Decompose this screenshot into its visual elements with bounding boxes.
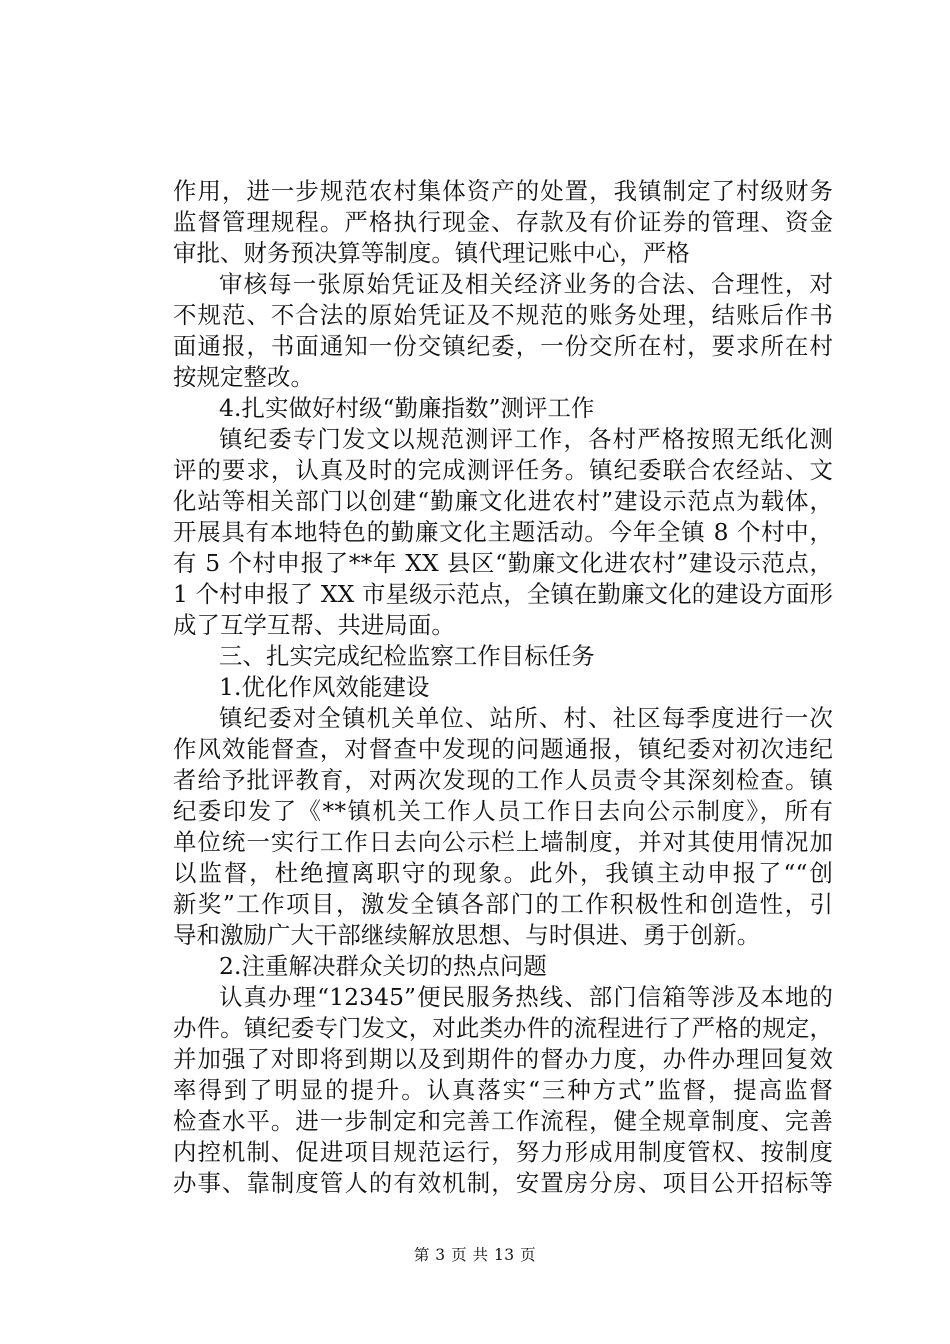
text-line: 三、扎实完成纪检监察工作目标任务 [219, 642, 595, 670]
text-line: 4.扎实做好村级“勤廉指数”测评工作 [219, 394, 595, 422]
text-line: 成了互学互帮、共进局面。 [173, 611, 455, 639]
text-line: 率得到了明显的提升。认真落实“三种方式”监督，提高监督 [173, 1076, 833, 1104]
text-line: 以监督，杜绝擅离职守的现象。此外，我镇主动申报了““创 [173, 859, 833, 887]
text-line: 认真办理“12345”便民服务热线、部门信箱等涉及本地的 [219, 983, 833, 1011]
text-line: 化站等相关部门以创建“勤廉文化进农村”建设示范点为载体， [173, 487, 833, 515]
text-line: 作风效能督查，对督查中发现的问题通报，镇纪委对初次违纪 [173, 735, 833, 763]
text-line: 有 5 个村申报了**年 XX 县区“勤廉文化进农村”建设示范点， [173, 549, 833, 577]
text-line: 开展具有本地特色的勤廉文化主题活动。今年全镇 8 个村中， [173, 518, 833, 546]
text-line: 1 个村申报了 XX 市星级示范点，全镇在勤廉文化的建设方面形 [173, 580, 833, 608]
text-line: 内控机制、促进项目规范运行，努力形成用制度管权、按制度 [173, 1138, 833, 1166]
text-line: 导和激励广大干部继续解放思想、与时俱进、勇于创新。 [173, 921, 761, 949]
text-line: 新奖”工作项目，激发全镇各部门的工作积极性和创造性，引 [173, 890, 833, 918]
text-line: 纪委印发了《**镇机关工作人员工作日去向公示制度》，所有 [173, 797, 833, 825]
text-line: 按规定整改。 [173, 363, 314, 391]
text-line: 审核每一张原始凭证及相关经济业务的合法、合理性，对 [219, 270, 833, 298]
text-line: 面通报，书面通知一份交镇纪委，一份交所在村，要求所在村 [173, 332, 833, 360]
text-line: 不规范、不合法的原始凭证及不规范的账务处理，结账后作书 [173, 301, 833, 329]
text-line: 监督管理规程。严格执行现金、存款及有价证券的管理、资金 [173, 208, 833, 236]
text-line: 2.注重解决群众关切的热点问题 [219, 952, 547, 980]
text-line: 检查水平。进一步制定和完善工作流程，健全规章制度、完善 [173, 1107, 833, 1135]
text-line: 评的要求，认真及时的完成测评任务。镇纪委联合农经站、文 [173, 456, 833, 484]
text-line: 镇纪委专门发文以规范测评工作，各村严格按照无纸化测 [219, 425, 833, 453]
text-line: 作用，进一步规范农村集体资产的处置，我镇制定了村级财务 [173, 177, 833, 205]
text-line: 办件。镇纪委专门发文，对此类办件的流程进行了严格的规定， [173, 1014, 833, 1042]
text-line: 1.优化作风效能建设 [219, 673, 430, 701]
text-line: 审批、财务预决算等制度。镇代理记账中心，严格 [173, 239, 690, 267]
text-line: 者给予批评教育，对两次发现的工作人员责令其深刻检查。镇 [173, 766, 833, 794]
text-line: 办事、靠制度管人的有效机制，安置房分房、项目公开招标等 [173, 1169, 833, 1197]
text-line: 单位统一实行工作日去向公示栏上墙制度，并对其使用情况加 [173, 828, 833, 856]
text-line: 并加强了对即将到期以及到期件的督办力度，办件办理回复效 [173, 1045, 833, 1073]
page-footer: 第 3 页 共 13 页 [413, 1246, 537, 1264]
text-line: 镇纪委对全镇机关单位、站所、村、社区每季度进行一次 [219, 704, 833, 732]
document-body [173, 176, 833, 1199]
